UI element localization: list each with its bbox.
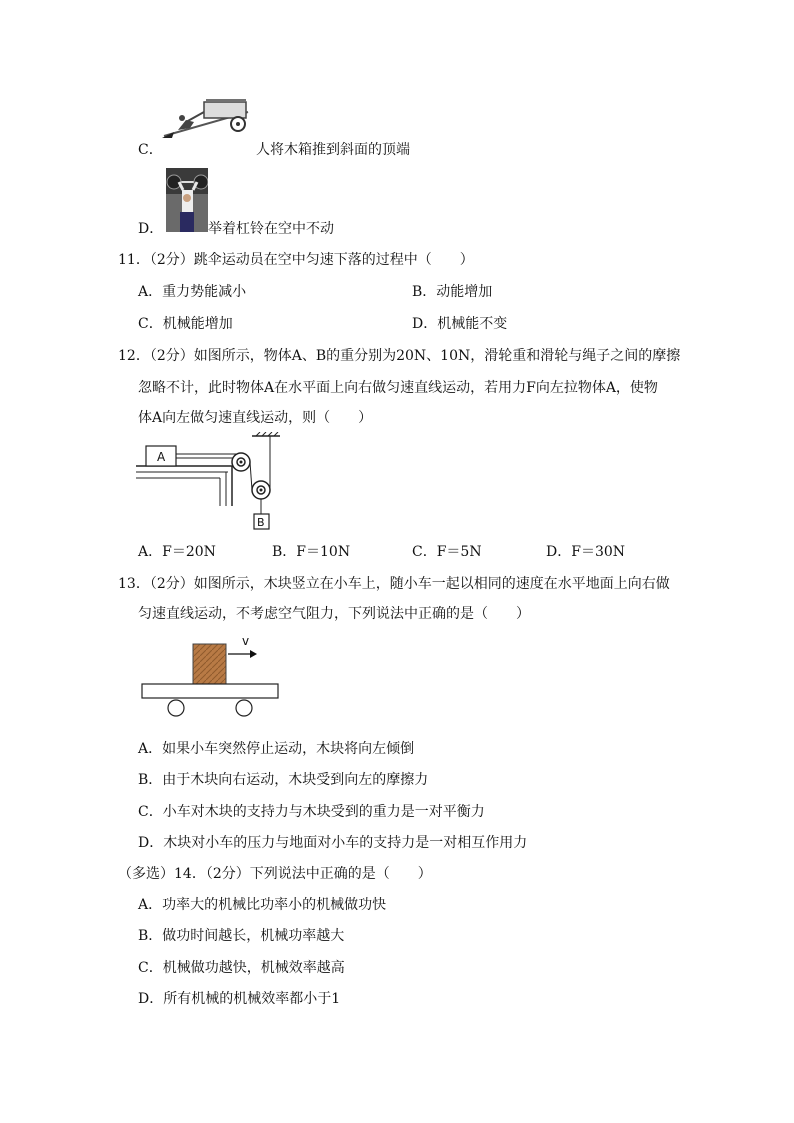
q10-option-d-text: 举着杠铃在空中不动 [208, 221, 334, 237]
block-b-label: B [257, 516, 265, 529]
q12-option-a: A．F＝20N [138, 544, 216, 560]
cart-incline-figure [160, 98, 260, 140]
velocity-label: v [242, 634, 250, 648]
q10-option-d-letter: D． [138, 221, 164, 237]
q13-option-b: B．由于木块向右运动，木块受到向左的摩擦力 [138, 772, 429, 788]
q10-option-c-text: 人将木箱推到斜面的顶端 [256, 142, 410, 158]
q14-stem: （多选）14．（2分）下列说法中正确的是（ ） [118, 866, 432, 882]
q11-option-d: D．机械能不变 [412, 316, 508, 332]
q11-option-c: C．机械能增加 [138, 316, 233, 332]
q14-option-a: A．功率大的机械比功率小的机械做功快 [138, 897, 387, 913]
q12-option-d: D．F＝30N [546, 544, 626, 560]
pulley-figure [136, 432, 296, 532]
q14-option-d: D．所有机械的机械效率都小于1 [138, 991, 341, 1007]
q12-stem-line-3: 体A向左做匀速直线运动，则（ ） [138, 410, 373, 426]
q10-option-c-letter: C． [138, 142, 163, 158]
q11-option-a: A．重力势能减小 [138, 284, 247, 300]
q11-option-b: B．动能增加 [412, 284, 493, 300]
q14-option-c: C．机械做功越快，机械效率越高 [138, 960, 345, 976]
weightlifter-photo [166, 168, 208, 232]
q13-stem-line-2: 匀速直线运动，不考虑空气阻力，下列说法中正确的是（ ） [138, 606, 530, 622]
q12-option-b: B．F＝10N [272, 544, 351, 560]
q11-stem: 11．（2分）跳伞运动员在空中匀速下落的过程中（ ） [118, 252, 474, 268]
q12-stem-line-1: 12．（2分）如图所示，物体A、B的重分别为20N、10N，滑轮重和滑轮与绳子之间的摩擦 [118, 348, 681, 364]
q12-option-c: C．F＝5N [412, 544, 482, 560]
q13-stem-line-1: 13．（2分）如图所示，木块竖立在小车上，随小车一起以相同的速度在水平地面上向右做 [118, 576, 670, 592]
q14-option-b: B．做功时间越长，机械功率越大 [138, 928, 345, 944]
q13-option-a: A．如果小车突然停止运动，木块将向左倾倒 [138, 741, 415, 757]
q13-option-d: D．木块对小车的压力与地面对小车的支持力是一对相互作用力 [138, 835, 528, 851]
q13-option-c: C．小车对木块的支持力与木块受到的重力是一对平衡力 [138, 804, 485, 820]
block-a-label: A [157, 450, 166, 464]
q12-stem-line-2: 忽略不计，此时物体A在水平面上向右做匀速直线运动，若用力F向左拉物体A，使物 [138, 380, 658, 396]
cart-block-figure [140, 632, 282, 720]
